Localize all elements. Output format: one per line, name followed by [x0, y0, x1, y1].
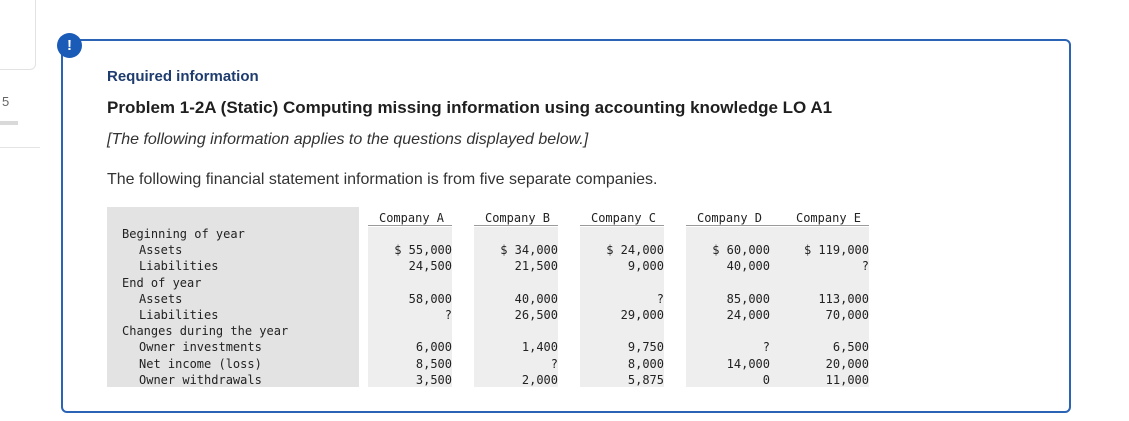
table-cell: 1,400 [521, 340, 558, 355]
row-label: Liabilities [139, 259, 219, 274]
table-cell: $ 119,000 [803, 243, 869, 258]
table-cell: $ 24,000 [606, 243, 664, 258]
table-cell: 5,875 [627, 372, 664, 387]
column-header-label: Company C [590, 211, 656, 225]
table-cell: 0 [762, 372, 770, 387]
table-cell: 85,000 [726, 291, 770, 306]
table-cell: 58,000 [408, 291, 452, 306]
side-nav-card[interactable] [0, 0, 36, 70]
table-cell: ? [550, 356, 558, 371]
financial-data-table [107, 207, 897, 387]
table-cell: 8,500 [415, 356, 452, 371]
alert-icon: ! [57, 33, 82, 58]
column-header [580, 211, 664, 226]
side-question-number: 5 [2, 94, 10, 109]
table-cell: 20,000 [825, 356, 869, 371]
table-cell: ? [762, 340, 770, 355]
row-label: End of year [122, 275, 202, 290]
table-cell: $ 34,000 [500, 243, 558, 258]
table-cell: 70,000 [825, 308, 869, 322]
required-info-heading: Required information [107, 68, 259, 85]
table-cell: 9,000 [627, 259, 664, 274]
table-cell: ? [861, 259, 869, 274]
table-cell: ? [444, 308, 452, 322]
table-cell: $ 55,000 [394, 243, 452, 258]
column-header [474, 211, 558, 226]
table-cell: 21,500 [514, 259, 558, 274]
table-cell: 11,000 [825, 372, 869, 387]
table-cell: 14,000 [726, 356, 770, 371]
table-cell: 24,500 [408, 259, 452, 274]
table-cell: 24,000 [726, 308, 770, 322]
column-header [368, 211, 452, 226]
table-cell: 113,000 [818, 291, 869, 306]
applies-note: [The following information applies to the questions displayed below.] [107, 131, 589, 148]
column-header [765, 211, 869, 226]
table-cell: 40,000 [514, 291, 558, 306]
side-progress-bar [0, 121, 18, 125]
table-cell: 6,000 [415, 340, 452, 355]
intro-text: The following financial statement information is from five separate companies. [107, 171, 658, 188]
row-label: Liabilities [139, 308, 219, 322]
table-cell: 6,500 [832, 340, 869, 355]
table-cell: 40,000 [726, 259, 770, 274]
column-header-label: Company D [696, 211, 762, 225]
table-cell: $ 60,000 [712, 243, 770, 258]
table-cell: ? [656, 291, 664, 306]
row-label: Owner withdrawals [139, 372, 262, 387]
table-cell: 2,000 [521, 372, 558, 387]
table-cell: 3,500 [415, 372, 452, 387]
table-cell: 29,000 [620, 308, 664, 322]
column-header-label: Company B [484, 211, 550, 225]
table-cell: 8,000 [627, 356, 664, 371]
row-label: Assets [139, 243, 183, 258]
row-label: Changes during the year [122, 324, 289, 339]
column-header [686, 211, 770, 226]
table-cell: 26,500 [514, 308, 558, 322]
table-cell: 9,750 [627, 340, 664, 355]
side-divider [0, 147, 40, 148]
row-label: Assets [139, 291, 183, 306]
column-header-label: Company E [795, 211, 861, 225]
row-label: Net income (loss) [139, 356, 262, 371]
problem-title: Problem 1-2A (Static) Computing missing information using accounting knowledge LO A1 [107, 98, 833, 117]
row-label: Owner investments [139, 340, 262, 355]
column-header-label: Company A [378, 211, 444, 225]
row-label: Beginning of year [122, 227, 245, 241]
